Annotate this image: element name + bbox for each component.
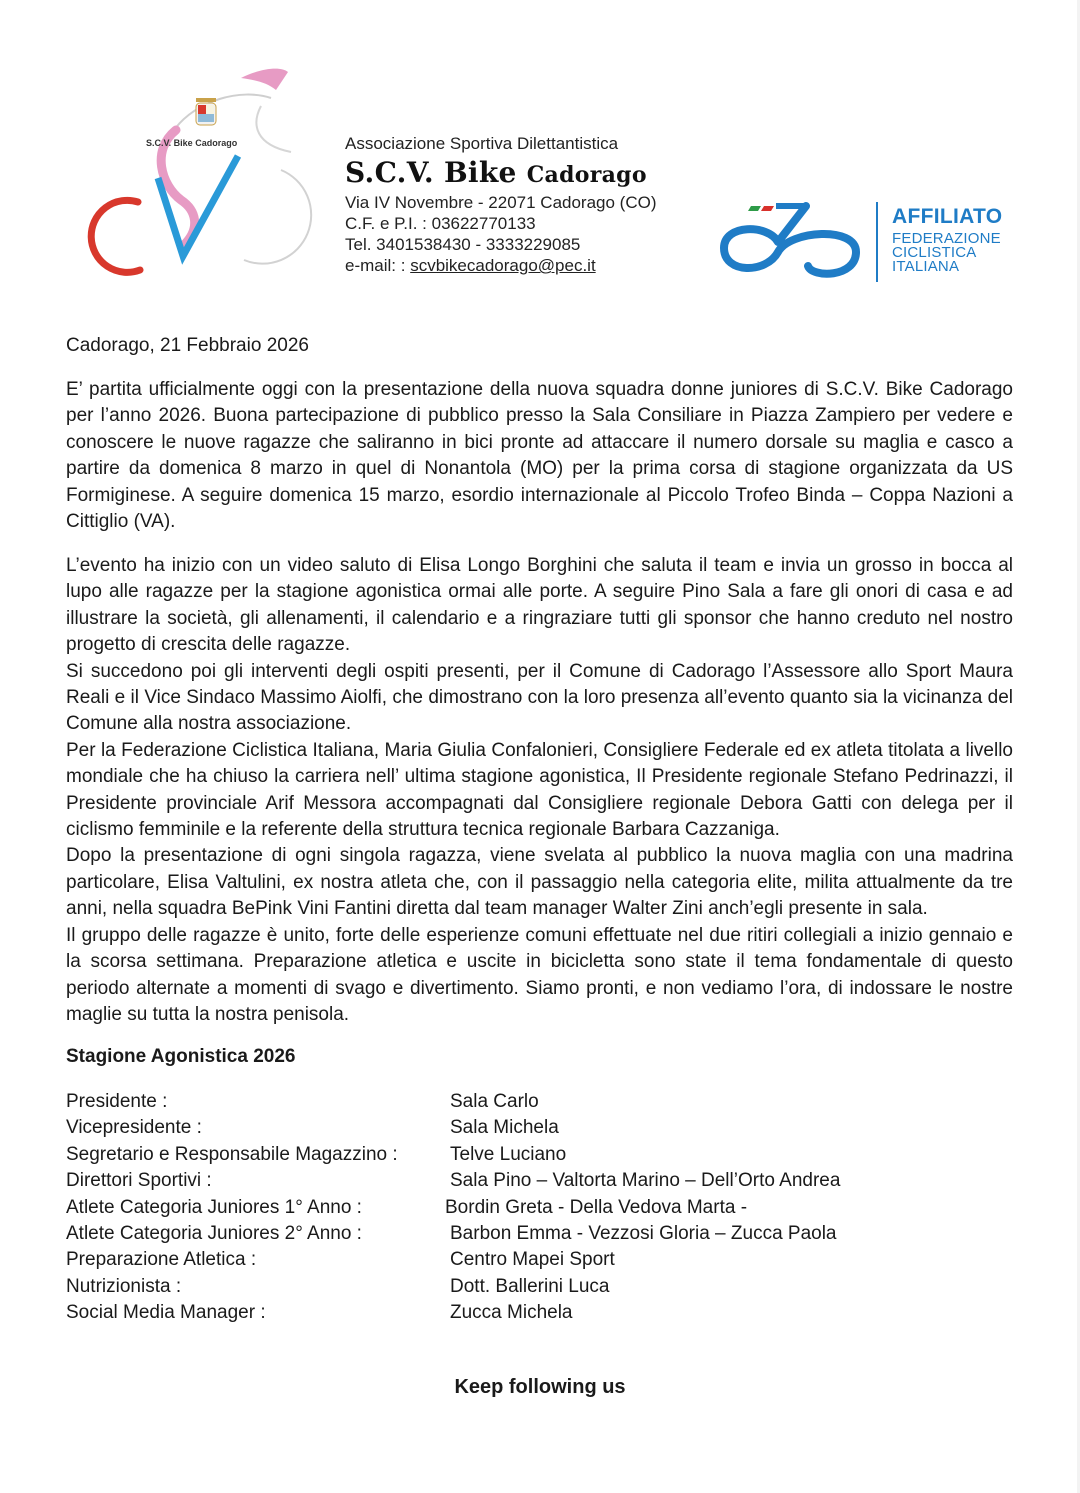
staff-names: Dott. Ballerini Luca [450, 1275, 610, 1297]
staff-role: Vicepresidente : [66, 1117, 202, 1139]
staff-role: Direttori Sportivi : [66, 1170, 212, 1192]
org-subtitle: Associazione Sportiva Dilettantistica [345, 134, 619, 153]
org-address: Via IV Novembre - 22071 Cadorago (CO) [345, 193, 657, 212]
fci-federation-name [892, 232, 1001, 274]
org-tax-id: C.F. e P.I. : 03622770133 [345, 214, 536, 233]
fci-affiliato-title: AFFILIATO [892, 205, 1003, 228]
paragraph-1: E’ partita ufficialmente oggi con la presentazione della nuova squadra donne juniores di S.C.V. Bike Cadorago per l’anno 2026. Buona partecipazione di pubblico presso la Sala Consiliare in Piazza Zampiero per vedere e conoscere le nuove ragazze che saliranno in bici pronte ad attaccare il numero dorsale su maglia e casco a partire da domenica 8 marzo in quel di Nonantola (MO) per la prima corsa di stagione organizzata da US Formiginese. A seguire domenica 15 marzo, esordio internazionale al Piccolo Trofeo Binda – Coppa Nazioni a Cittiglio (VA). [66, 379, 1013, 533]
event-paragraphs [66, 553, 1013, 1028]
fci-bike-logo-icon [716, 196, 866, 286]
staff-row [66, 1195, 966, 1221]
staff-list [66, 1089, 966, 1327]
fci-line-3: ITALIANA [892, 258, 960, 275]
date-line: Cadorago, 21 Febbraio 2026 [66, 335, 309, 356]
fci-line-2: CICLISTICA [892, 244, 977, 261]
staff-names: Telve Luciano [450, 1143, 567, 1165]
staff-role: Nutrizionista : [66, 1275, 182, 1297]
paragraph-6: Il gruppo delle ragazze è unito, forte delle esperienze comuni effettuate nel due ritiri collegiali a inizio gennaio e la scorsa settimana. Preparazione atletica e uscite in bicicletta sono state il tema fondamentale di questo periodo alternate a momenti di svago e divertimento. Siamo pronti, e non vediamo l’ora, di indossare le nostre maglie su tutta la nostra penisola. [66, 924, 1013, 1025]
email-link[interactable]: scvbikecadorago@pec.it [410, 256, 596, 275]
org-name-suffix: Cadorago [526, 162, 647, 188]
org-name [345, 156, 705, 192]
staff-row [66, 1168, 966, 1194]
staff-row [66, 1089, 966, 1115]
staff-role: Atlete Categoria Juniores 1° Anno : [66, 1196, 362, 1218]
org-phone: Tel. 3401538430 - 3333229085 [345, 235, 581, 254]
intro-paragraph [66, 377, 1013, 535]
staff-row [66, 1115, 966, 1141]
staff-names: Sala Michela [450, 1117, 559, 1139]
fci-affiliato-badge [716, 196, 1016, 286]
staff-role: Presidente : [66, 1091, 168, 1112]
staff-role: Atlete Categoria Juniores 2° Anno : [66, 1222, 362, 1244]
staff-row [66, 1274, 966, 1300]
staff-row [66, 1142, 966, 1168]
org-name-main: S.C.V. Bike [345, 156, 517, 189]
staff-names: Sala Carlo [450, 1091, 539, 1112]
fci-line-1: FEDERAZIONE [892, 230, 1001, 247]
paragraph-2: L’evento ha inizio con un video saluto di Elisa Longo Borghini che saluta il team e invia un grosso in bocca al lupo alle ragazze per la stagione agonistica ormai alle porte. A seguire Pino Sala a fare gli onori di casa e ad illustrare la società, gli allenamenti, il calendario e a ringraziare tutti gli sponsor che hanno creduto nel nostro progetto di crescita delle ragazze. [66, 555, 1013, 656]
staff-names: Centro Mapei Sport [450, 1249, 615, 1271]
paragraph-3: Si succedono poi gli interventi degli ospiti presenti, per il Comune di Cadorago l’Assessore allo Sport Maura Reali e il Vice Sindaco Massimo Aiolfi, che dimostrano con la loro presenza all’evento quanto sia la vicinanza del Comune alla nostra associazione. [66, 660, 1013, 735]
staff-names: Barbon Emma - Vezzosi Gloria – Zucca Paola [450, 1222, 837, 1244]
paragraph-5: Dopo la presentazione di ogni singola ragazza, viene svelata al pubblico la nuova maglia con una madrina particolare, Elisa Valtulini, ex nostra atleta che, con il passaggio nella categoria elite, milita attualmente da tre anni, nella squadra BePink Vini Fantini diretta dal team manager Walter Zini anch’egli presente in sala. [66, 845, 1013, 920]
club-logo [66, 60, 326, 285]
staff-row [66, 1247, 966, 1273]
staff-names: Zucca Michela [450, 1302, 573, 1324]
cyclist-logo-icon [66, 60, 326, 285]
staff-row [66, 1300, 966, 1326]
staff-row [66, 1221, 966, 1247]
fci-divider [876, 202, 878, 282]
org-email-line [345, 255, 705, 276]
email-label: e-mail: : [345, 256, 406, 275]
staff-role: Segretario e Responsabile Magazzino : [66, 1143, 398, 1165]
staff-role: Social Media Manager : [66, 1302, 266, 1324]
closing-line: Keep following us [454, 1376, 626, 1398]
staff-names: Sala Pino – Valtorta Marino – Dell’Orto Andrea [450, 1170, 841, 1192]
season-title: Stagione Agonistica 2026 [66, 1046, 296, 1067]
org-info [345, 133, 705, 276]
paragraph-4: Per la Federazione Ciclistica Italiana, Maria Giulia Confalonieri, Consigliere Federale ed ex atleta titolata a livello mondiale che ha chiuso la carriera nell’ ultima stagione agonistica, Il Presidente regionale Stefano Pedrinazzi, il Presidente provinciale Arif Messora accompagnati dal Consigliere regionale Debora Gatti con delega per il ciclismo femminile e la referente della struttura tecnica regionale Barbara Cazzaniga. [66, 739, 1013, 841]
staff-role: Preparazione Atletica : [66, 1249, 257, 1271]
staff-names: Bordin Greta - Della Vedova Marta - [445, 1196, 748, 1218]
logo-caption: S.C.V. Bike Cadorago [146, 138, 238, 148]
